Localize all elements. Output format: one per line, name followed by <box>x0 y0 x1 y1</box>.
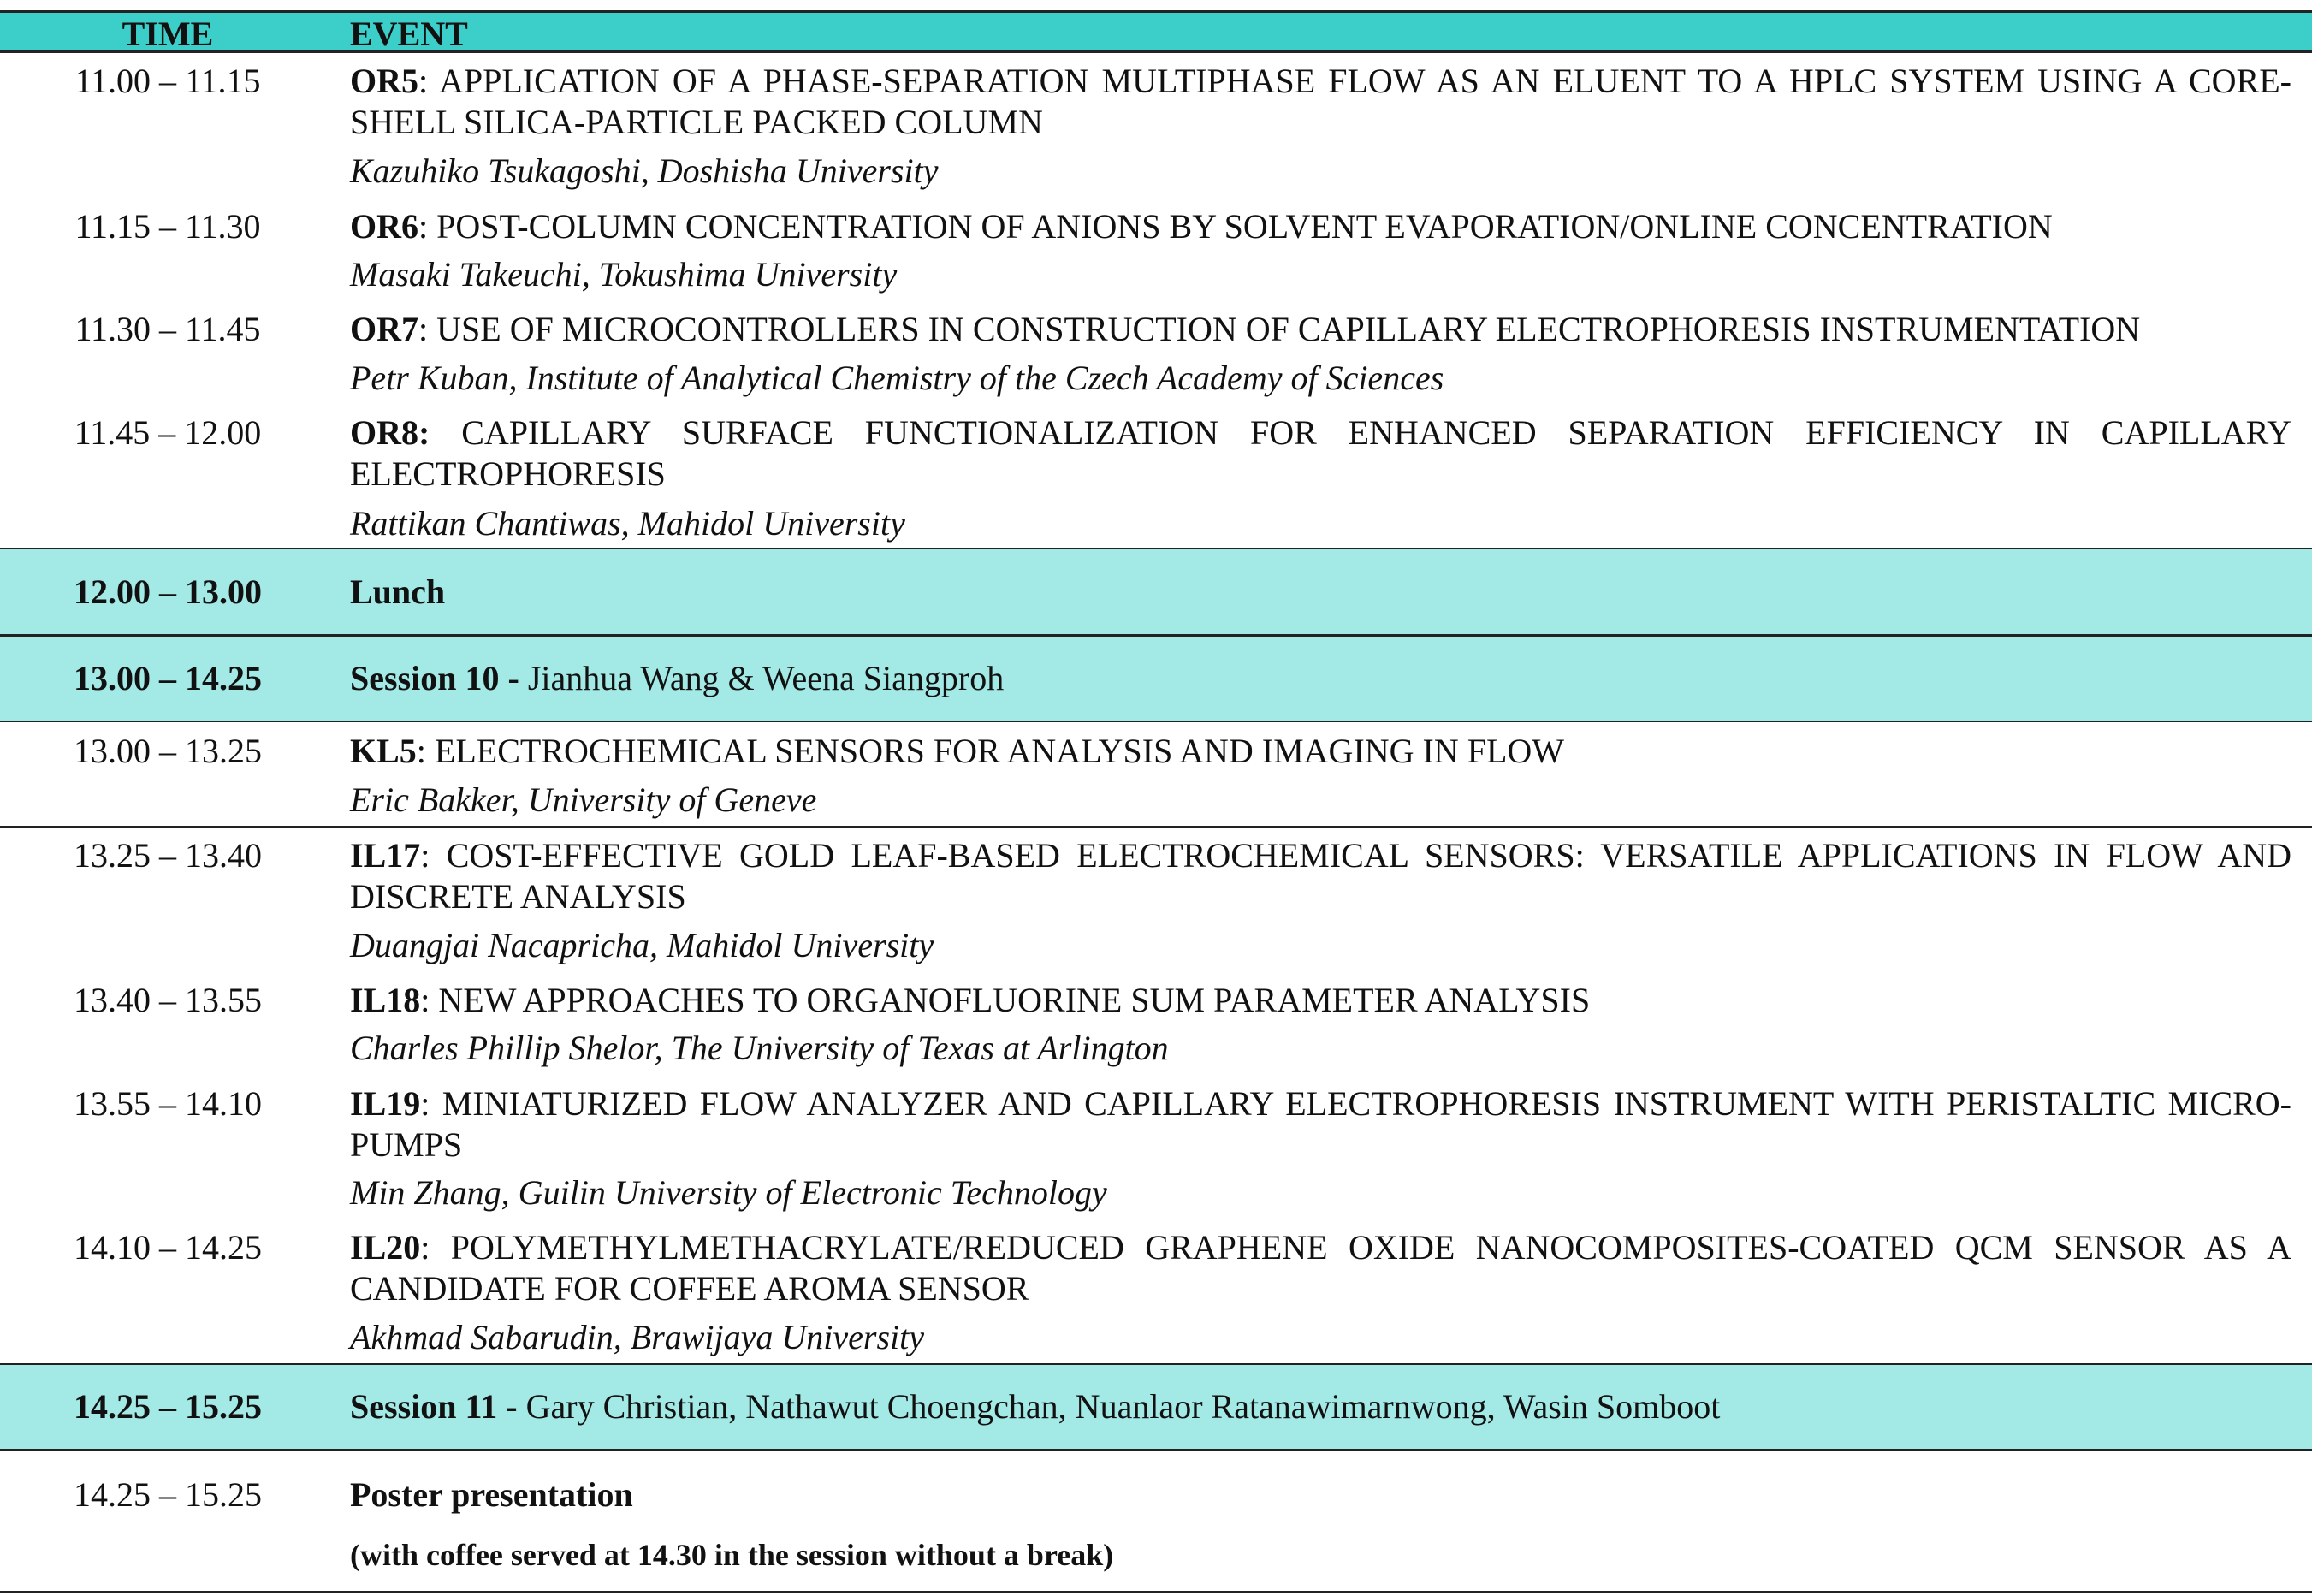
talk-code: OR5 <box>350 62 418 100</box>
poster-note: (with coffee served at 14.30 in the session without a break) <box>350 1538 1114 1572</box>
talk-title <box>350 61 2291 143</box>
talk-speaker: Masaki Takeuchi, Tokushima University <box>350 255 898 294</box>
session-10-band <box>0 635 2312 722</box>
table-bottom-rule <box>0 1591 2312 1593</box>
talk-speaker: Min Zhang, Guilin University of Electronic Technology <box>350 1173 1107 1212</box>
row-time: 11.45 – 12.00 <box>74 413 262 452</box>
talk-speaker: Akhmad Sabarudin, Brawijaya University <box>350 1318 925 1356</box>
talk-code: IL20 <box>350 1228 421 1267</box>
talk-title <box>350 835 2291 917</box>
talk-code: KL5 <box>350 732 417 770</box>
talk-sep: : <box>416 732 435 770</box>
talk-title <box>350 731 2291 772</box>
talk-title-text: COST-EFFECTIVE GOLD LEAF-BASED ELECTROCHEMICAL SENSORS: VERSATILE APPLICATIONS IN FLOW AND DISCRETE ANALYSIS <box>350 836 2291 916</box>
row-time: 13.25 – 13.40 <box>74 836 262 875</box>
talk-title-text: CAPILLARY SURFACE FUNCTIONALIZATION FOR ENHANCED SEPARATION EFFICIENCY IN CAPILLARY ELECTROPHORESIS <box>350 413 2292 493</box>
talk-title-text: USE OF MICROCONTROLLERS IN CONSTRUCTION OF CAPILLARY ELECTROPHORESIS INSTRUMENTATION <box>436 310 2141 348</box>
talk-speaker: Rattikan Chantiwas, Mahidol University <box>350 504 905 543</box>
talk-code: OR6 <box>350 207 418 246</box>
talk-code: IL17 <box>350 836 421 875</box>
talk-speaker: Duangjai Nacapricha, Mahidol University <box>350 926 934 964</box>
row-time: 14.10 – 14.25 <box>74 1228 262 1267</box>
session-10-time: 13.00 – 14.25 <box>74 659 262 697</box>
talk-title-text: MINIATURIZED FLOW ANALYZER AND CAPILLARY ELECTROPHORESIS INSTRUMENT WITH PERISTALTIC MICRO-PUMPS <box>350 1084 2291 1164</box>
table-header <box>0 10 2312 53</box>
poster-time: 14.25 – 15.25 <box>74 1475 262 1514</box>
talk-title-text: ELECTROCHEMICAL SENSORS FOR ANALYSIS AND IMAGING IN FLOW <box>434 732 1565 770</box>
talk-sep: : <box>420 1084 442 1123</box>
session-11-band <box>0 1363 2312 1451</box>
lunch-label: Lunch <box>350 573 446 611</box>
talk-title <box>350 309 2291 350</box>
talk-sep: : <box>420 1228 451 1267</box>
talk-sep: : <box>420 981 439 1019</box>
talk-speaker: Petr Kuban, Institute of Analytical Chemistry of the Czech Academy of Sciences <box>350 359 1444 397</box>
talk-sep: : <box>420 836 447 875</box>
talk-code: IL19 <box>350 1084 421 1123</box>
talk-code: IL18 <box>350 981 421 1019</box>
talk-title-text: POST-COLUMN CONCENTRATION OF ANIONS BY SOLVENT EVAPORATION/ONLINE CONCENTRATION <box>436 207 2053 246</box>
lunch-time: 12.00 – 13.00 <box>74 573 262 611</box>
session-10-chairs: Jianhua Wang & Weena Siangproh <box>519 659 1005 697</box>
row-time: 11.30 – 11.45 <box>74 310 261 348</box>
session-11-time: 14.25 – 15.25 <box>74 1387 262 1426</box>
talk-title-text: APPLICATION OF A PHASE-SEPARATION MULTIPHASE FLOW AS AN ELUENT TO A HPLC SYSTEM USING A CORE-SHELL SILICA-PARTICLE PACKED COLUMN <box>350 62 2291 141</box>
talk-title <box>350 206 2291 247</box>
session-11-title <box>350 1386 1720 1427</box>
talk-sep: : <box>418 62 439 100</box>
talk-code: OR8: <box>350 413 430 452</box>
header-time: TIME <box>122 15 214 53</box>
session-11-chairs: Gary Christian, Nathawut Choengchan, Nuanlaor Ratanawimarnwong, Wasin Somboot <box>517 1387 1721 1426</box>
talk-title-text: POLYMETHYLMETHACRYLATE/REDUCED GRAPHENE OXIDE NANOCOMPOSITES-COATED QCM SENSOR AS A CANDIDATE FOR COFFEE AROMA SENSOR <box>350 1228 2291 1308</box>
session-10-label: Session 10 - <box>350 659 519 697</box>
talk-sep: : <box>418 207 437 246</box>
poster-label: Poster presentation <box>350 1475 633 1514</box>
row-time: 11.15 – 11.30 <box>74 207 261 246</box>
row-time: 13.55 – 14.10 <box>74 1084 262 1123</box>
talk-sep: : <box>418 310 437 348</box>
talk-title-text: NEW APPROACHES TO ORGANOFLUORINE SUM PARAMETER ANALYSIS <box>438 981 1591 1019</box>
talk-code: OR7 <box>350 310 418 348</box>
talk-sep <box>430 413 461 452</box>
lunch-band <box>0 548 2312 636</box>
talk-speaker: Charles Phillip Shelor, The University of Texas at Arlington <box>350 1029 1169 1067</box>
row-time: 13.00 – 13.25 <box>74 732 262 770</box>
session-11-label: Session 11 - <box>350 1387 518 1426</box>
row-divider <box>0 826 2312 828</box>
row-time: 13.40 – 13.55 <box>74 981 262 1019</box>
session-10-title <box>350 658 1004 699</box>
talk-title <box>350 1227 2291 1309</box>
header-event: EVENT <box>350 15 468 53</box>
talk-title <box>350 1083 2291 1166</box>
talk-speaker: Eric Bakker, University of Geneve <box>350 780 817 819</box>
row-time: 11.00 – 11.15 <box>74 62 261 100</box>
talk-title <box>350 980 2291 1021</box>
talk-title <box>350 412 2291 495</box>
talk-speaker: Kazuhiko Tsukagoshi, Doshisha University <box>350 151 939 190</box>
